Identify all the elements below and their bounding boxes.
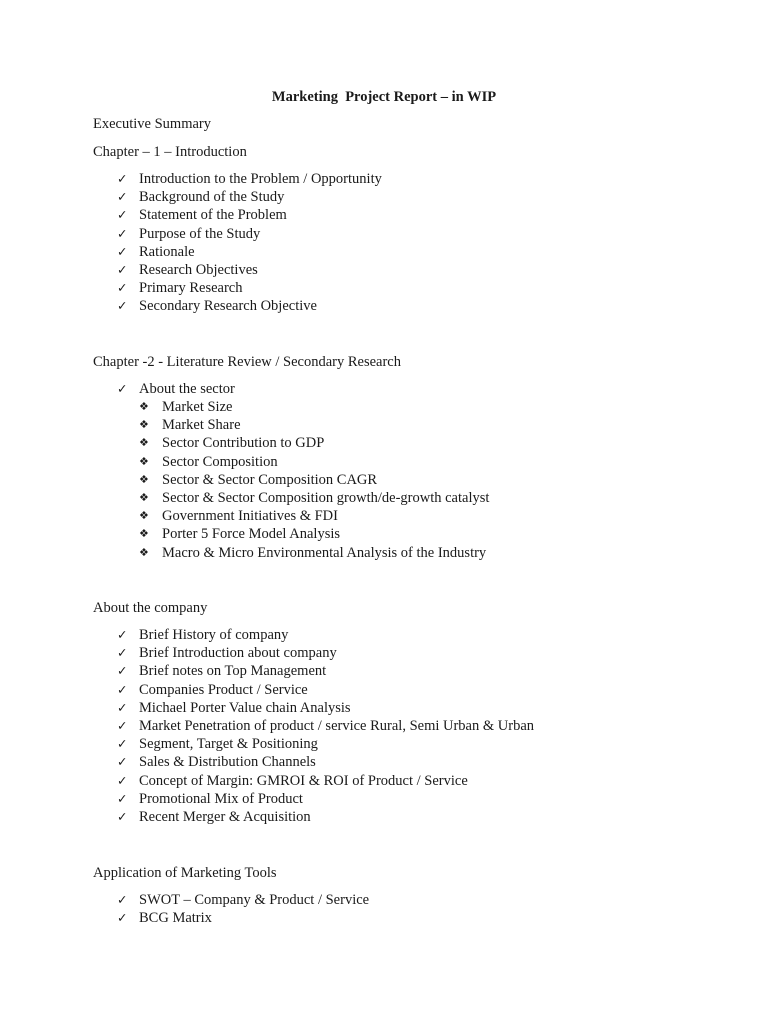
checkmark-icon: ✓: [117, 627, 128, 642]
checkmark-icon: ✓: [117, 790, 128, 806]
checkmark-icon: ✓: [117, 772, 128, 788]
checkmark-icon: ✓: [117, 892, 128, 907]
four-diamond-bullet-icon: ❖: [139, 509, 149, 523]
four-diamond-bullet-icon: ❖: [139, 418, 149, 432]
checkmark-icon: ✓: [117, 910, 128, 926]
checkmark-icon: ✓: [117, 171, 128, 186]
chapter-2-heading: Chapter -2 - Literature Review / Secondary Research: [93, 354, 401, 370]
checkmark-icon: ✓: [117, 736, 128, 752]
chapter-1-heading: Chapter – 1 – Introduction: [93, 144, 247, 160]
executive-summary-heading: Executive Summary: [93, 116, 211, 132]
marketing-tools-heading: Application of Marketing Tools: [93, 865, 277, 881]
checkmark-icon: ✓: [117, 663, 128, 679]
checkmark-icon: ✓: [117, 298, 128, 314]
checkmark-icon: ✓: [117, 280, 128, 296]
document-title: Marketing Project Report – in WIP: [271, 89, 497, 105]
checkmark-icon: ✓: [117, 225, 128, 241]
four-diamond-bullet-icon: ❖: [139, 545, 149, 559]
four-diamond-bullet-icon: ❖: [139, 454, 149, 468]
document-page: Marketing Project Report – in WIP Executive Summary Chapter – 1 – Introduction ✓ Introduction to the Problem / Opportunity ✓ Background of the Study ✓ Statement of the Problem ✓ Purpose of the Study ✓ Rationale ✓ Research Objectives ✓ Primary Research ✓ Secondary Research Objective Chapter -2 - Literature Review / Secondary Research ✓ About the sector ❖ Market Size ❖ Market Share ❖ Sector Contribution to GDP ❖ Sector Composition ❖ Sector & Sector Composition CAGR ❖ Sector & Sector Composition growth/de-growth catalyst ❖ Government Initiatives & FDI ❖ Porter 5 Force Model Analysis ❖ Macro & Micro Environmental Analysis of the Industry About the company ✓ Brief History of company ✓ Brief Introduction about company ✓ Brief notes on Top Management ✓ Companies Product / Service ✓ Michael Porter Value chain Analysis ✓ Market Penetration of product / service Rural, Semi Urban & Urban ✓ Segment, Target & Positioning ✓ Sales & Distribution Channels ✓ Concept of Margin: GMROI & ROI of Product / Service ✓ Promotional Mix of Product ✓ Recent Merger & Acquisition Application of Marketing Tools ✓ SWOT – Company & Product / Service ✓ BCG Matrix: [0, 0, 768, 1024]
checkmark-icon: ✓: [117, 381, 128, 396]
checkmark-icon: ✓: [117, 754, 128, 770]
about-company-heading: About the company: [93, 600, 208, 616]
checkmark-icon: ✓: [117, 189, 128, 205]
checkmark-icon: ✓: [117, 699, 128, 715]
checkmark-icon: ✓: [117, 261, 128, 277]
four-diamond-bullet-icon: ❖: [139, 527, 149, 541]
four-diamond-bullet-icon: ❖: [139, 490, 149, 504]
four-diamond-bullet-icon: ❖: [139, 436, 149, 450]
checkmark-icon: ✓: [117, 717, 128, 733]
checkmark-icon: ✓: [117, 645, 128, 661]
checkmark-icon: ✓: [117, 808, 128, 824]
checkmark-icon: ✓: [117, 681, 128, 697]
checkmark-icon: ✓: [117, 243, 128, 259]
four-diamond-bullet-icon: ❖: [139, 400, 149, 413]
checkmark-icon: ✓: [117, 207, 128, 223]
four-diamond-bullet-icon: ❖: [139, 472, 149, 486]
